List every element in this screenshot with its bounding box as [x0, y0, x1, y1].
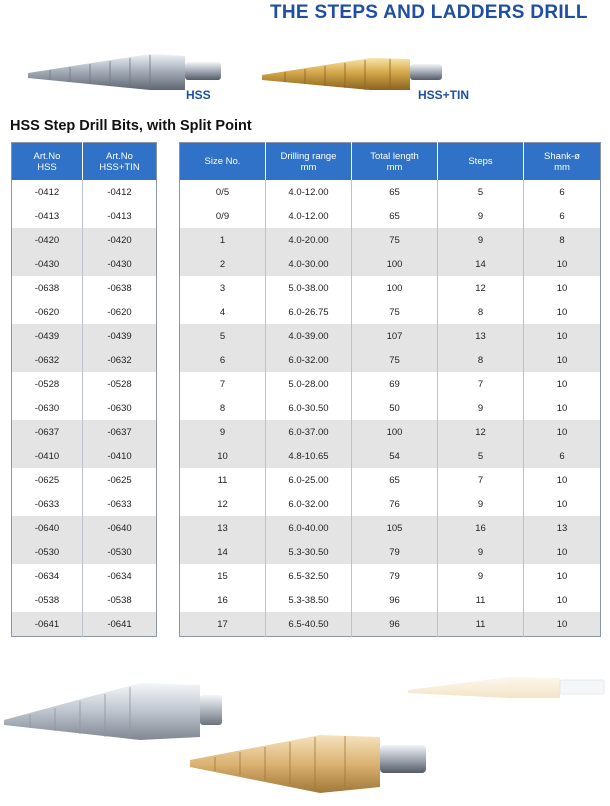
table-cell: 10: [556, 594, 568, 606]
table-cell: 9: [438, 396, 524, 420]
section-title: HSS Step Drill Bits, with Split Point: [10, 118, 252, 134]
table-cell: 105: [352, 516, 438, 540]
table-header-row: [12, 143, 157, 181]
table-row: [180, 372, 601, 396]
table-cell: -0640: [12, 516, 83, 540]
table-cell: 7: [438, 372, 524, 396]
table-cell: 10: [556, 402, 568, 414]
table-cell: -0412: [107, 186, 132, 198]
table-row: [180, 276, 601, 300]
table-cell: -0413: [12, 204, 83, 228]
table-cell: 13: [180, 516, 266, 540]
table-cell: 4.0-12.00: [266, 204, 352, 228]
table-cell: -0410: [12, 444, 83, 468]
table-cell: 5: [180, 324, 266, 348]
table-cell: 100: [352, 252, 438, 276]
article-number-table: [11, 142, 157, 637]
table-cell: 3: [180, 276, 266, 300]
table-row: [12, 180, 157, 204]
table-cell: -0413: [107, 210, 132, 222]
table-cell: -0641: [83, 612, 157, 637]
table-row: [12, 612, 157, 637]
table-row: [12, 324, 157, 348]
table-cell: 8: [438, 300, 524, 324]
table-row: [12, 372, 157, 396]
table-cell: 0/5: [180, 180, 266, 204]
table-cell: 11: [438, 612, 524, 637]
table-cell: 5.0-28.00: [266, 372, 352, 396]
table-cell: 76: [352, 492, 438, 516]
table-cell: 9: [438, 564, 524, 588]
table-cell: 7: [180, 372, 266, 396]
table-row: [180, 444, 601, 468]
table-cell: 100: [352, 420, 438, 444]
table-cell: -0634: [107, 570, 132, 582]
table-cell: 5: [438, 180, 524, 204]
table-cell: 75: [352, 228, 438, 252]
table-cell: 4.0-12.00: [266, 180, 352, 204]
column-header: Art.No HSS: [12, 143, 83, 181]
column-header: Drilling range mm: [266, 143, 352, 181]
table-cell: -0412: [12, 180, 83, 204]
table-cell: 6: [559, 210, 565, 222]
table-cell: -0538: [12, 588, 83, 612]
table-cell: 100: [352, 276, 438, 300]
table-cell: -0530: [83, 540, 157, 564]
table-cell: 0/9: [180, 204, 266, 228]
table-cell: 11: [438, 588, 524, 612]
table-cell: 16: [180, 588, 266, 612]
table-row: [180, 252, 601, 276]
table-row: [12, 588, 157, 612]
table-cell: 69: [352, 372, 438, 396]
table-cell: 12: [438, 420, 524, 444]
table-row: [12, 252, 157, 276]
table-cell: -0420: [83, 228, 157, 252]
table-row: [180, 228, 601, 252]
table-cell: 75: [352, 348, 438, 372]
table-cell: 4.0-39.00: [266, 324, 352, 348]
table-row: [180, 516, 601, 540]
table-cell: 6.0-26.75: [266, 300, 352, 324]
column-header: Steps: [438, 143, 524, 181]
table-cell: 6.5-32.50: [266, 564, 352, 588]
table-cell: 8: [438, 348, 524, 372]
table-cell: 17: [180, 612, 266, 637]
table-cell: 9: [438, 492, 524, 516]
table-cell: 10: [556, 498, 568, 510]
table-cell: 54: [352, 444, 438, 468]
column-header: Size No.: [180, 143, 266, 181]
table-cell: 5.0-38.00: [266, 276, 352, 300]
large-hss-drill-bit-image: [4, 683, 222, 740]
table-cell: -0430: [83, 252, 157, 276]
table-row: [180, 588, 601, 612]
table-cell: -0625: [12, 468, 83, 492]
hss-tin-drill-bit-image: [262, 58, 442, 90]
table-cell: 10: [524, 348, 601, 372]
table-row: [12, 420, 157, 444]
table-cell: 65: [352, 468, 438, 492]
table-cell: 13: [524, 516, 601, 540]
table-cell: 12: [438, 276, 524, 300]
table-cell: -0620: [107, 306, 132, 318]
table-cell: 6.5-40.50: [266, 612, 352, 637]
column-header: Art.No HSS+TIN: [83, 143, 157, 181]
top-product-images: [0, 28, 610, 113]
large-hss-tin-drill-bit-image: [190, 735, 426, 793]
table-row: [180, 540, 601, 564]
table-cell: 50: [352, 396, 438, 420]
table-cell: -0637: [12, 420, 83, 444]
table-cell: -0420: [12, 228, 83, 252]
table-cell: 10: [556, 570, 568, 582]
table-cell: 4.0-20.00: [266, 228, 352, 252]
table-cell: 65: [352, 180, 438, 204]
table-cell: -0641: [12, 612, 83, 637]
table-cell: -0430: [12, 252, 83, 276]
table-row: [12, 444, 157, 468]
table-cell: -0528: [12, 372, 83, 396]
table-cell: 10: [524, 420, 601, 444]
specification-table: [179, 142, 601, 637]
table-cell: 8: [180, 396, 266, 420]
table-cell: -0632: [12, 348, 83, 372]
table-cell: -0620: [12, 300, 83, 324]
table-cell: 6.0-30.50: [266, 396, 352, 420]
table-cell: 79: [352, 540, 438, 564]
table-row: [180, 468, 601, 492]
table-cell: 6: [559, 186, 565, 198]
table-cell: 13: [438, 324, 524, 348]
table-cell: 5.3-38.50: [266, 588, 352, 612]
table-cell: 10: [524, 324, 601, 348]
table-cell: 6.0-37.00: [266, 420, 352, 444]
table-cell: 5: [438, 444, 524, 468]
table-cell: -0439: [83, 324, 157, 348]
table-cell: 75: [352, 300, 438, 324]
table-cell: 8: [524, 228, 601, 252]
table-cell: 11: [180, 468, 266, 492]
table-cell: 10: [524, 612, 601, 637]
table-cell: 10: [556, 282, 568, 294]
table-cell: 9: [438, 204, 524, 228]
page-title: THE STEPS AND LADDERS DRILL: [270, 2, 588, 23]
table-row: [12, 276, 157, 300]
table-cell: 107: [352, 324, 438, 348]
small-hss-tin-drill-bit-image: [408, 677, 604, 698]
table-cell: 10: [556, 306, 568, 318]
hss-label: HSS: [186, 88, 211, 102]
table-cell: 79: [352, 564, 438, 588]
table-cell: 7: [438, 468, 524, 492]
column-header: Shank-ø mm: [524, 143, 601, 181]
table-cell: 4: [180, 300, 266, 324]
table-cell: 4.0-30.00: [266, 252, 352, 276]
hss-drill-bit-image: [28, 54, 221, 90]
table-row: [12, 516, 157, 540]
table-cell: 96: [352, 588, 438, 612]
table-cell: -0634: [12, 564, 83, 588]
table-cell: 4.8-10.65: [266, 444, 352, 468]
table-row: [180, 492, 601, 516]
table-row: [12, 348, 157, 372]
table-cell: 10: [180, 444, 266, 468]
table-cell: 12: [180, 492, 266, 516]
table-row: [180, 300, 601, 324]
table-cell: -0633: [12, 492, 83, 516]
table-cell: 10: [524, 252, 601, 276]
table-row: [180, 612, 601, 637]
table-cell: -0410: [83, 444, 157, 468]
table-cell: -0528: [107, 378, 132, 390]
table-cell: 6.0-32.00: [266, 348, 352, 372]
table-row: [180, 420, 601, 444]
table-row: [180, 396, 601, 420]
table-cell: 9: [438, 540, 524, 564]
table-cell: 9: [438, 228, 524, 252]
table-cell: -0638: [107, 282, 132, 294]
bottom-product-images: [0, 665, 610, 806]
table-cell: -0633: [107, 498, 132, 510]
table-row: [12, 492, 157, 516]
table-row: [12, 204, 157, 228]
table-cell: 10: [556, 474, 568, 486]
table-row: [180, 564, 601, 588]
table-cell: 6.0-25.00: [266, 468, 352, 492]
table-row: [12, 396, 157, 420]
table-cell: -0625: [107, 474, 132, 486]
table-cell: 5.3-30.50: [266, 540, 352, 564]
table-row: [180, 324, 601, 348]
table-row: [180, 204, 601, 228]
table-cell: 65: [352, 204, 438, 228]
table-cell: 6: [524, 444, 601, 468]
table-cell: -0630: [12, 396, 83, 420]
table-row: [12, 468, 157, 492]
table-cell: 6.0-32.00: [266, 492, 352, 516]
table-header-row: [180, 143, 601, 181]
table-row: [12, 540, 157, 564]
table-cell: 15: [180, 564, 266, 588]
table-cell: -0530: [12, 540, 83, 564]
table-cell: 96: [352, 612, 438, 637]
table-cell: -0640: [83, 516, 157, 540]
table-row: [12, 228, 157, 252]
column-header: Total length mm: [352, 143, 438, 181]
table-row: [12, 564, 157, 588]
table-cell: -0439: [12, 324, 83, 348]
table-cell: 6.0-40.00: [266, 516, 352, 540]
hss-tin-label: HSS+TIN: [418, 88, 470, 102]
table-cell: 16: [438, 516, 524, 540]
table-cell: 2: [180, 252, 266, 276]
table-cell: 6: [180, 348, 266, 372]
table-row: [180, 348, 601, 372]
table-cell: -0637: [83, 420, 157, 444]
table-cell: 14: [180, 540, 266, 564]
table-cell: -0630: [107, 402, 132, 414]
table-cell: 9: [180, 420, 266, 444]
table-row: [180, 180, 601, 204]
table-cell: 1: [180, 228, 266, 252]
table-cell: 14: [438, 252, 524, 276]
table-cell: -0638: [12, 276, 83, 300]
table-cell: 10: [524, 540, 601, 564]
table-cell: -0632: [83, 348, 157, 372]
table-cell: -0538: [107, 594, 132, 606]
table-cell: 10: [556, 378, 568, 390]
table-row: [12, 300, 157, 324]
